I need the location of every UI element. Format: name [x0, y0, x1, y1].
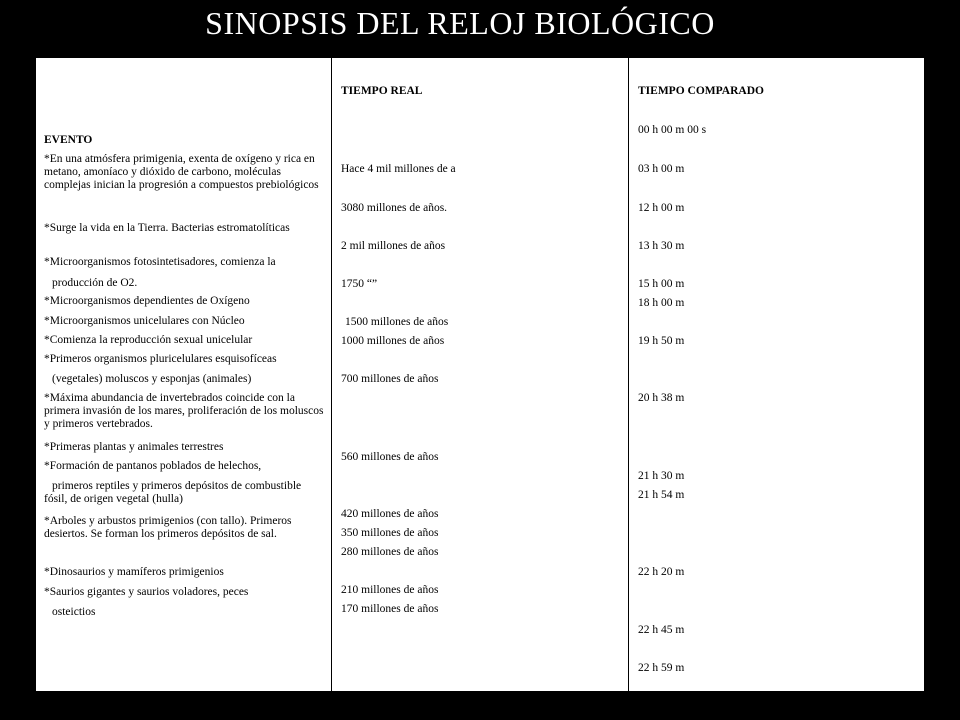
- tiempo-comparado-item: 22 h 59 m: [638, 662, 685, 674]
- evento-item: *Primeros organismos pluricelulares esquisofíceas: [44, 353, 277, 365]
- evento-item: *Arboles y arbustos primigenios (con tallo). Primeros desiertos. Se forman los primeros depósitos de sal.: [44, 515, 292, 540]
- evento-item: *Microorganismos unicelulares con Núcleo: [44, 315, 245, 327]
- tiempo-real-item: 280 millones de años: [341, 546, 439, 558]
- tiempo-real-item: 210 millones de años: [341, 584, 439, 596]
- tiempo-comparado-item: 00 h 00 m 00 s: [638, 124, 707, 136]
- column-divider: [331, 58, 332, 691]
- tiempo-real-item: 560 millones de años: [341, 451, 439, 463]
- evento-item: (vegetales) moluscos y esponjas (animales): [52, 373, 252, 385]
- tiempo-real-item: 1750 “”: [341, 278, 378, 290]
- page-title: SINOPSIS DEL RELOJ BIOLÓGICO: [205, 5, 715, 41]
- evento-item: *Surge la vida en la Tierra. Bacterias estromatolíticas: [44, 222, 290, 234]
- tiempo-real-item: 350 millones de años: [341, 527, 439, 539]
- tiempo-real-item: 3080 millones de años.: [341, 202, 448, 214]
- tiempo-comparado-item: 21 h 30 m: [638, 470, 685, 482]
- tiempo-comparado-item: 12 h 00 m: [638, 202, 685, 214]
- tiempo-real-header: TIEMPO REAL: [341, 85, 423, 97]
- tiempo-comparado-item: 20 h 38 m: [638, 392, 685, 404]
- tiempo-comparado-item: 19 h 50 m: [638, 335, 685, 347]
- tiempo-comparado-item: 13 h 30 m: [638, 240, 685, 252]
- evento-item: *En una atmósfera primigenia, exenta de oxígeno y rica en metano, amoníaco y dióxido de carbono, moléculas complejas inician la progresión a compuestos prebiológicos: [44, 153, 319, 191]
- tiempo-comparado-item: 22 h 20 m: [638, 566, 685, 578]
- evento-item: *Dinosaurios y mamíferos primigenios: [44, 566, 224, 578]
- column-divider: [628, 58, 629, 691]
- evento-item: primeros reptiles y primeros depósitos de combustible fósil, de origen vegetal (hulla): [44, 480, 302, 505]
- tiempo-real-item: 170 millones de años: [341, 603, 439, 615]
- evento-item: *Máxima abundancia de invertebrados coincide con la primera invasión de los mares, proliferación de los moluscos y primeros vertebrados.: [44, 392, 324, 430]
- tiempo-comparado-item: 15 h 00 m: [638, 278, 685, 290]
- tiempo-comparado-item: 03 h 00 m: [638, 163, 685, 175]
- evento-item: *Formación de pantanos poblados de helechos,: [44, 460, 262, 472]
- tiempo-comparado-item: 18 h 00 m: [638, 297, 685, 309]
- tiempo-real-item: 700 millones de años: [341, 373, 439, 385]
- tiempo-comparado-item: 22 h 45 m: [638, 624, 685, 636]
- evento-item: *Primeras plantas y animales terrestres: [44, 441, 224, 453]
- evento-item: *Saurios gigantes y saurios voladores, peces: [44, 586, 249, 598]
- tiempo-real-item: Hace 4 mil millones de a: [341, 163, 456, 175]
- evento-item: *Microorganismos dependientes de Oxígeno: [44, 295, 250, 307]
- evento-header: EVENTO: [44, 134, 93, 146]
- tiempo-real-item: 1000 millones de años: [341, 335, 445, 347]
- tiempo-real-item: 420 millones de años: [341, 508, 439, 520]
- tiempo-comparado-item: 21 h 54 m: [638, 489, 685, 501]
- evento-item: producción de O2.: [52, 277, 138, 289]
- evento-item: osteictios: [52, 606, 96, 618]
- synopsis-table: [36, 58, 924, 691]
- tiempo-real-item: 2 mil millones de años: [341, 240, 446, 252]
- tiempo-real-item: 1500 millones de años: [345, 316, 449, 328]
- evento-item: *Comienza la reproducción sexual unicelular: [44, 334, 253, 346]
- evento-item: *Microorganismos fotosintetisadores, comienza la: [44, 256, 276, 268]
- tiempo-comparado-header: TIEMPO COMPARADO: [638, 85, 764, 97]
